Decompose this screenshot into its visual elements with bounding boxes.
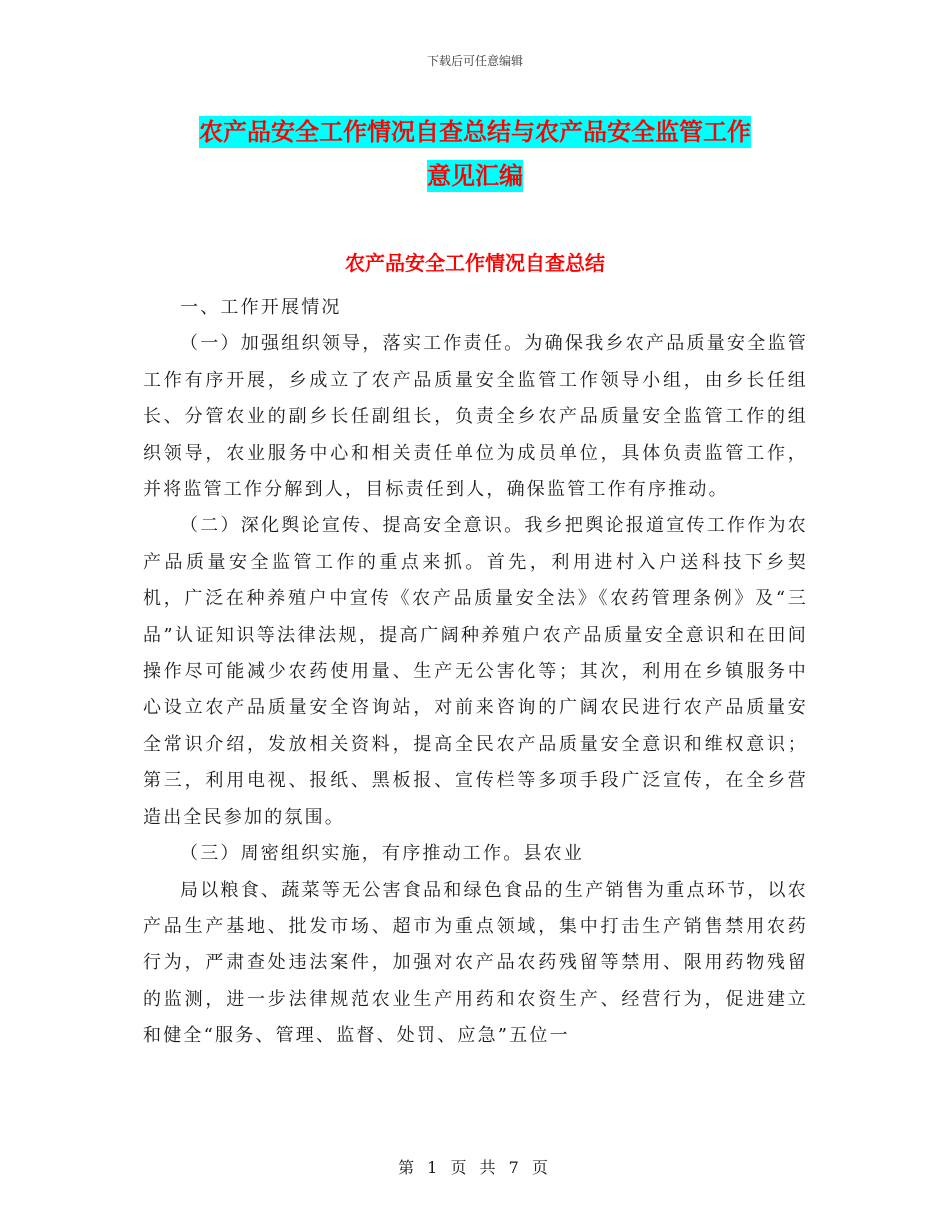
page-number-footer: 第 1 页 共 7 页: [398, 1158, 552, 1177]
document-title: [0, 110, 950, 198]
section-title: 农产品安全工作情况自查总结: [345, 251, 605, 275]
header-note: 下载后可任意编辑: [426, 54, 523, 68]
heading-work-status: 一、工作开展情况: [180, 297, 342, 318]
document-title-line2: 意见汇编: [427, 162, 523, 190]
document-body: [143, 290, 808, 1055]
document-title-line1: 农产品安全工作情况自查总结与农产品安全监管工作: [199, 118, 751, 146]
paragraph-1: （一）加强组织领导，落实工作责任。为确保我乡农产品质量安全监管工作有序开展，乡成立了农产品质量安全监管工作领导小组，由乡长任组长、分管农业的副乡长任副组长，负责全乡农产品质量安全监管工作的组织领导，农业服务中心和相关责任单位为成员单位，具体负责监管工作，并将监管工作分解到人，目标责任到人，确保监管工作有序推动。: [143, 333, 808, 501]
paragraph-3: （三）周密组织实施，有序推动工作。县农业: [180, 843, 584, 865]
paragraph-4: 局以粮食、蔬菜等无公害食品和绿色食品的生产销售为重点环节，以农产品生产基地、批发市场、超市为重点领域，集中打击生产销售禁用农药行为，严肃查处违法案件，加强对农产品农药残留等禁用、限用药物残留的监测，进一步法律规范农业生产用药和农资生产、经营行为，促进建立和健全“服务、管理、监督、处罚、应急”五位一: [143, 879, 808, 1047]
paragraph-2: （二）深化舆论宣传、提高安全意识。我乡把舆论报道宣传工作作为农产品质量安全监管工作的重点来抓。首先，利用进村入户送科技下乡契机，广泛在种养殖户中宣传《农产品质量安全法》《农药管理条例》及“三品”认证知识等法律法规，提高广阔种养殖户农产品质量安全意识和在田间操作尽可能减少农药使用量、生产无公害化等；其次，利用在乡镇服务中心设立农产品质量安全咨询站，对前来咨询的广阔农民进行农产品质量安全常识介绍，发放相关资料，提高全民农产品质量安全意识和维权意识；第三，利用电视、报纸、黑板报、宣传栏等多项手段广泛宣传，在全乡营造出全民参加的氛围。: [143, 515, 808, 828]
